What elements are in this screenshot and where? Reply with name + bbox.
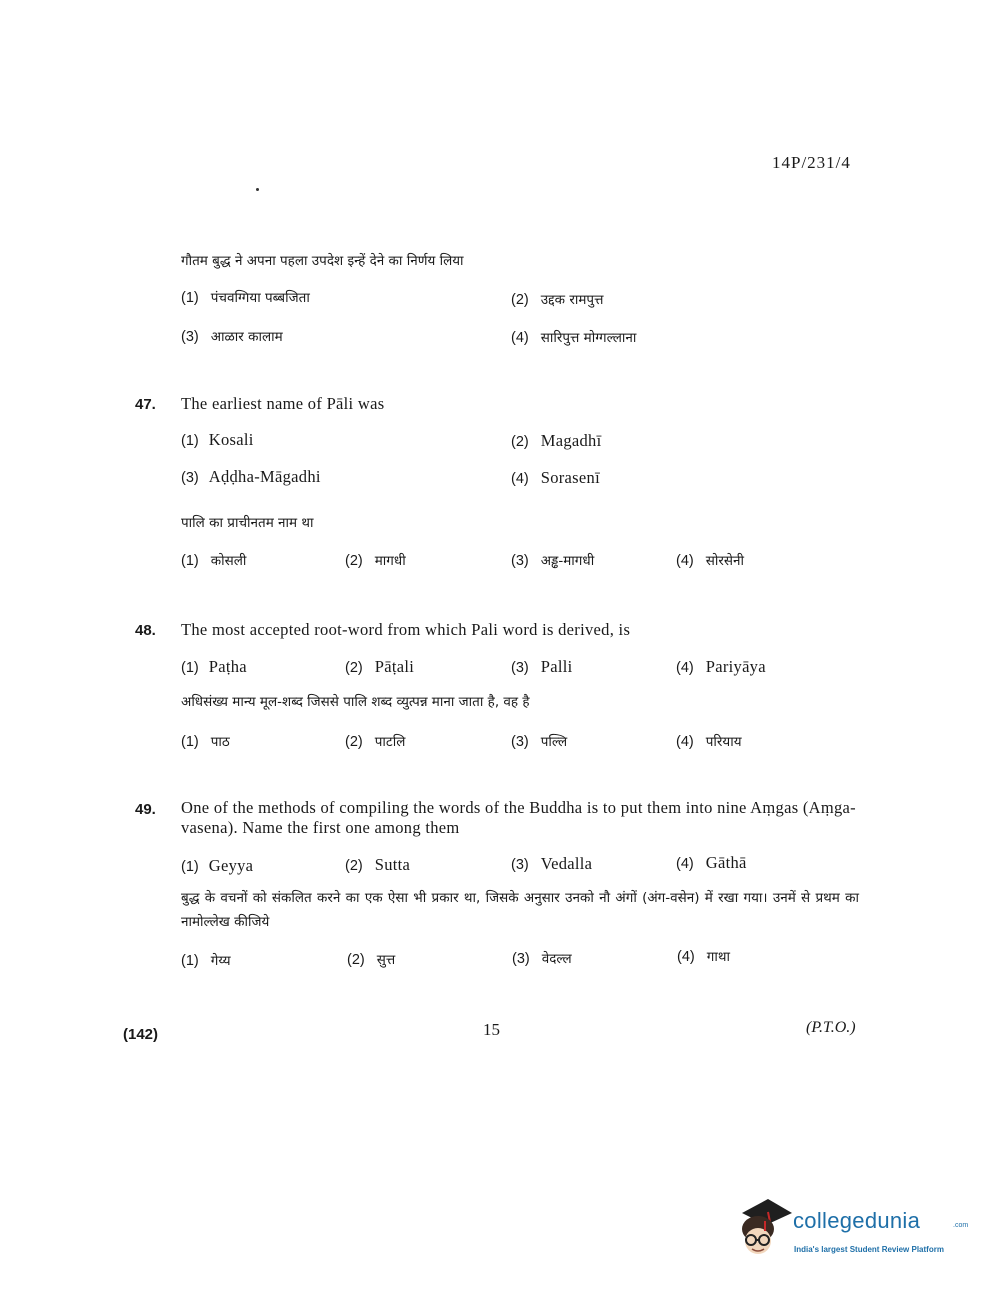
q46-option-4 xyxy=(511,328,636,347)
option-number: (4) xyxy=(511,471,529,487)
option-text: सोरसेनी xyxy=(705,553,744,569)
option-number: (4) xyxy=(676,660,694,676)
option-text: उद्दक रामपुत्त xyxy=(540,292,604,308)
option-number: (1) xyxy=(181,433,199,449)
q47-option-1-en xyxy=(181,430,254,450)
paper-code: 14P/231/4 xyxy=(772,153,851,172)
option-number: (2) xyxy=(347,952,365,968)
q48-option-4-en xyxy=(676,657,766,677)
option-text: Paṭha xyxy=(208,657,247,676)
page-number: 15 xyxy=(483,1020,500,1039)
option-text: Aḍḍha-Māgadhi xyxy=(208,467,321,486)
option-number: (1) xyxy=(181,734,199,750)
q49-option-3-en xyxy=(511,854,592,874)
question-number-49: 49. xyxy=(135,801,156,818)
option-text: अड्ढ-मागधी xyxy=(540,553,595,569)
booklet-number: (142) xyxy=(123,1026,159,1043)
option-number: (4) xyxy=(676,553,694,569)
student-mascot-icon xyxy=(734,1195,794,1265)
q46-stem-hindi: गौतम बुद्ध ने अपना पहला उपदेश इन्हें देने का निर्णय लिया xyxy=(181,253,464,269)
option-text: पल्लि xyxy=(540,734,568,750)
q46-option-3 xyxy=(181,327,283,346)
option-text: गाथा xyxy=(706,949,730,965)
option-text: परियाय xyxy=(705,734,742,750)
pto-label: (P.T.O.) xyxy=(806,1019,856,1036)
q49-option-1-en xyxy=(181,856,253,876)
stray-dot xyxy=(256,188,259,191)
q49-stem-hindi: बुद्ध के वचनों को संकलित करने का एक ऐसा भी प्रकार था, जिसके अनुसार उनको नौ अंगों (अंग-वसेन) में रखा गया। उनमें से प्रथम का नामोल्लेख कीजिये xyxy=(181,890,859,930)
q46-option-1 xyxy=(181,288,310,307)
q47-stem-english: The earliest name of Pāli was xyxy=(181,394,385,413)
option-text: वेदल्ल xyxy=(541,951,572,967)
option-number: (2) xyxy=(511,292,529,308)
q47-option-3-hi xyxy=(511,551,594,570)
option-text: Vedalla xyxy=(540,854,593,873)
q48-option-1-hi xyxy=(181,732,230,751)
option-number: (4) xyxy=(511,330,529,346)
q49-option-3-hi xyxy=(512,949,572,968)
option-text: Gāthā xyxy=(705,853,747,872)
logo-suffix: .com xyxy=(953,1222,969,1229)
q48-stem-english: The most accepted root-word from which Pali word is derived, is xyxy=(181,620,631,639)
q49-option-4-en xyxy=(676,853,747,873)
option-number: (2) xyxy=(511,434,529,450)
option-number: (3) xyxy=(511,660,529,676)
option-number: (2) xyxy=(345,734,363,750)
option-number: (1) xyxy=(181,290,199,306)
q47-option-2-hi xyxy=(345,551,406,570)
option-number: (3) xyxy=(181,329,199,345)
q48-option-4-hi xyxy=(676,732,742,751)
option-number: (3) xyxy=(181,470,199,486)
option-number: (2) xyxy=(345,660,363,676)
option-number: (1) xyxy=(181,953,199,969)
option-number: (4) xyxy=(677,949,695,965)
option-text: सुत्त xyxy=(376,952,396,968)
q49-option-1-hi xyxy=(181,951,231,970)
option-text: पाटलि xyxy=(374,734,406,750)
option-text: सारिपुत्त मोग्गल्लाना xyxy=(540,330,637,346)
option-text: गेय्य xyxy=(210,953,231,969)
option-text: Kosali xyxy=(208,430,254,449)
option-text: Magadhī xyxy=(540,431,602,450)
option-number: (4) xyxy=(676,734,694,750)
q49-stem-english: One of the methods of compiling the words of the Buddha is to put them into nine Aṃgas (Aṃga-vasena). Name the first one among them xyxy=(181,798,856,837)
q47-option-4-en xyxy=(511,468,600,488)
q47-stem-hindi: पालि का प्राचीनतम नाम था xyxy=(181,515,314,531)
question-number-47: 47. xyxy=(135,396,156,413)
option-number: (3) xyxy=(511,734,529,750)
q46-option-2 xyxy=(511,290,603,309)
q47-option-3-en xyxy=(181,467,321,487)
option-number: (1) xyxy=(181,553,199,569)
option-text: Pariyāya xyxy=(705,657,766,676)
q48-option-1-en xyxy=(181,657,247,677)
q48-option-2-en xyxy=(345,657,414,677)
q47-option-4-hi xyxy=(676,551,744,570)
option-number: (2) xyxy=(345,858,363,874)
option-text: Sorasenī xyxy=(540,468,600,487)
option-number: (3) xyxy=(512,951,530,967)
logo-tagline: India's largest Student Review Platform xyxy=(794,1245,944,1254)
option-text: Sutta xyxy=(374,855,411,874)
q48-option-3-en xyxy=(511,657,573,677)
option-text: कोसली xyxy=(210,553,247,569)
q49-option-4-hi xyxy=(677,947,730,966)
option-number: (1) xyxy=(181,859,199,875)
logo-wordmark: collegedunia xyxy=(793,1208,921,1233)
q47-option-2-en xyxy=(511,431,602,451)
option-number: (4) xyxy=(676,856,694,872)
option-text: Pāṭali xyxy=(374,657,415,676)
option-number: (3) xyxy=(511,857,529,873)
q49-option-2-hi xyxy=(347,950,395,969)
option-text: मागधी xyxy=(374,553,406,569)
option-text: पाठ xyxy=(210,734,230,750)
option-text: Palli xyxy=(540,657,573,676)
q47-option-1-hi xyxy=(181,551,246,570)
q48-option-3-hi xyxy=(511,732,567,751)
question-number-48: 48. xyxy=(135,622,156,639)
option-text: पंचवग्गिया पब्बजिता xyxy=(210,290,310,306)
option-text: आळार कालाम xyxy=(210,329,283,345)
option-number: (2) xyxy=(345,553,363,569)
q49-option-2-en xyxy=(345,855,410,875)
q48-option-2-hi xyxy=(345,732,405,751)
option-number: (1) xyxy=(181,660,199,676)
q48-stem-hindi: अधिसंख्य मान्य मूल-शब्द जिससे पालि शब्द व्युत्पन्न माना जाता है, वह है xyxy=(181,694,530,710)
option-text: Geyya xyxy=(208,856,254,875)
option-number: (3) xyxy=(511,553,529,569)
